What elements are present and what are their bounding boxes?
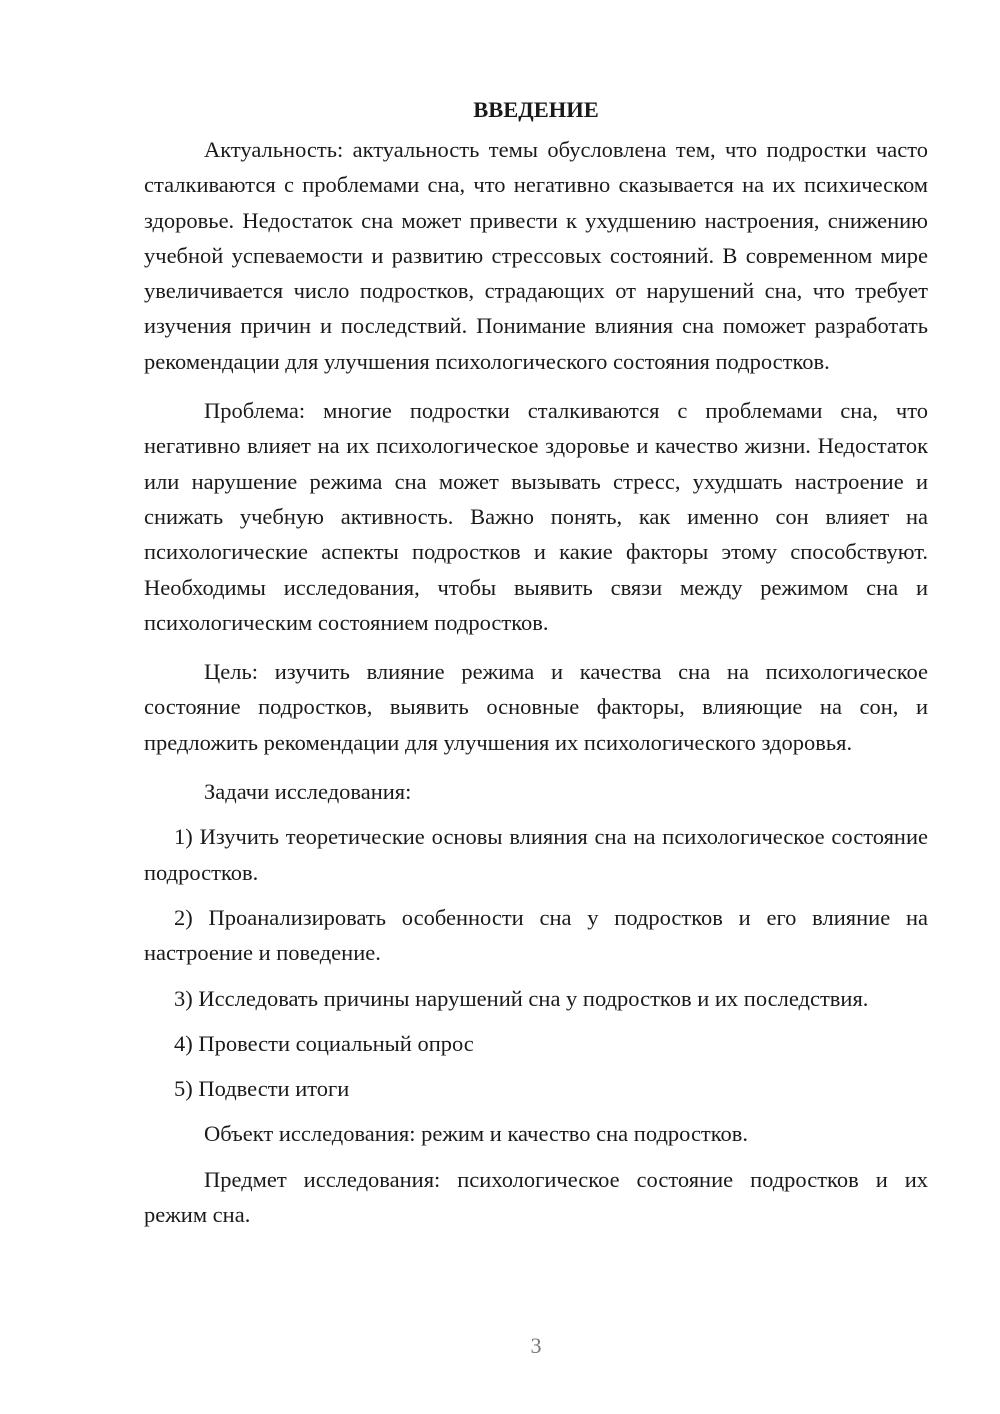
object-paragraph: Объект исследования: режим и качество сна подростков.	[204, 1121, 749, 1147]
task-item: 2) Проанализировать особенности сна у подростков и его влияние на настроение и поведение.	[144, 904, 928, 966]
page-title: ВВЕДЕНИЕ	[473, 97, 599, 122]
task-item: 4) Провести социальный опрос	[174, 1030, 474, 1056]
task-item: 1) Изучить теоретические основы влияния сна на психологическое состояние подростков.	[144, 824, 928, 885]
problem-paragraph: Проблема: многие подростки сталкиваются с проблемами сна, что негативно влияет на их психологическое здоровье и качество жизни. Недостаток или нарушение режима сна может вызывать стресс, ухудшать настроение и снижать учебную активность. Важно понять, как именно сон влияет на психологические аспекты подростков и какие факторы этому способствуют. Необходимы исследования, чтобы выявить связи между режимом сна и психологическим состоянием подростков.	[144, 398, 928, 635]
page-content	[144, 92, 928, 1246]
subject-paragraph: Предмет исследования: психологическое состояние подростков и их режим сна.	[144, 1166, 928, 1228]
task-item: 5) Подвести итоги	[174, 1076, 350, 1102]
goal-paragraph: Цель: изучить влияние режима и качества сна на психологическое состояние подростков, выявить основные факторы, влияющие на сон, и предложить рекомендации для улучшения их психологического здоровья.	[144, 659, 928, 755]
relevance-paragraph: Актуальность: актуальность темы обусловлена тем, что подростки часто сталкиваются с проблемами сна, что негативно сказывается на их психическом здоровье. Недостаток сна может привести к ухудшению настроения, снижению учебной успеваемости и развитию стрессовых состояний. В современном мире увеличивается число подростков, страдающих от нарушений сна, что требует изучения причин и последствий. Понимание влияния сна поможет разработать рекомендации для улучшения психологического состояния подростков.	[144, 137, 928, 374]
page-number: 3	[530, 1333, 542, 1358]
task-item: 3) Исследовать причины нарушений сна у подростков и их последствия.	[174, 985, 869, 1011]
tasks-title: Задачи исследования:	[204, 779, 412, 805]
